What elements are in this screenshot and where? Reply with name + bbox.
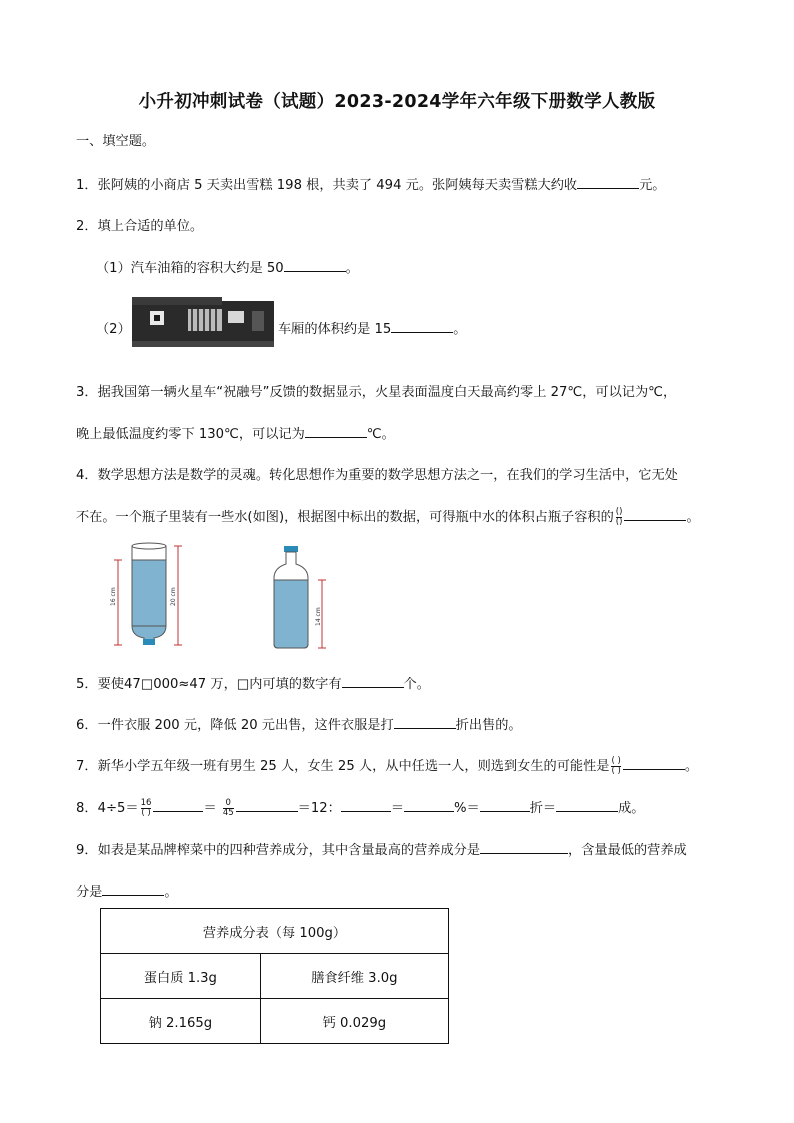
question-text: 9．如表是某品牌榨菜中的四种营养成分，其中含量最高的营养成分是: [76, 843, 481, 858]
answer-blank[interactable]: [236, 797, 298, 812]
answer-blank[interactable]: [623, 755, 685, 770]
fraction-numerator: (): [615, 506, 623, 517]
question-text: 7．新华小学五年级一班有男生 25 人，女生 25 人，从中任选一人，则选到女生的可能性是: [76, 759, 610, 774]
question-tail: 。: [684, 759, 698, 774]
question-2-2: [278, 318, 466, 337]
bottle2-label-14cm: 14 cm: [315, 607, 322, 626]
question-tail: 。: [686, 510, 700, 525]
fraction: [611, 757, 620, 776]
carriage-door: [252, 311, 264, 331]
table-cell: 钙 0.029g: [260, 999, 448, 1044]
discount-text: 折＝: [529, 801, 557, 816]
section-heading: 一、填空题。: [76, 134, 156, 149]
question-4-line-1: 4．数学思想方法是数学的灵魂。转化思想作为重要的数学思想方法之一，在我们的学习生活中，它无处: [76, 468, 678, 483]
carriage-roof: [132, 297, 222, 305]
carriage-window-2: [228, 311, 244, 323]
table-header: 营养成分表（每 100g）: [101, 909, 449, 954]
table-cell: 膳食纤维 3.0g: [260, 954, 448, 999]
nutrition-table: [100, 908, 449, 1044]
question-9-line-2: [76, 881, 178, 900]
question-tail: 。: [453, 322, 467, 337]
question-1: [76, 174, 665, 193]
answer-blank[interactable]: [341, 797, 391, 812]
question-text: 不在。一个瓶子里装有一些水(如图)，根据图中标出的数据，可得瓶中水的体积占瓶子容积的: [76, 510, 614, 525]
bottle1-label-20cm: 20 cm: [170, 587, 177, 606]
fraction: [223, 799, 234, 818]
question-tail: 个。: [403, 677, 430, 692]
question-3-line-2: [76, 423, 395, 442]
question-text: 5．要使47□000≈47 万，□内可填的数字有: [76, 677, 342, 692]
question-tail: 。: [164, 885, 178, 900]
fraction-numerator: 16: [140, 797, 152, 808]
bottle1-label-16cm: 16 cm: [110, 587, 117, 606]
answer-blank[interactable]: [305, 423, 367, 438]
fraction-denominator: 45: [222, 807, 234, 818]
fraction-denominator: ( ): [141, 807, 151, 818]
question-tail: 成。: [618, 801, 645, 816]
equals-sign: ＝: [203, 801, 217, 816]
page-title: 小升初冲刺试卷（试题）2023-2024学年六年级下册数学人教版: [138, 92, 656, 112]
fraction-numerator: 0: [225, 797, 231, 808]
question-text: （1）汽车油箱的容积大约是 50: [96, 261, 284, 276]
question-8: [76, 797, 644, 818]
answer-blank[interactable]: [394, 714, 456, 729]
fraction-numerator: ( ): [611, 755, 621, 766]
carriage-window-inner: [154, 315, 160, 321]
question-9-line-1: [76, 839, 687, 858]
equals-sign: ＝: [390, 801, 404, 816]
question-text: 分是: [76, 885, 103, 900]
question-tail: ，含量最低的营养成: [568, 843, 687, 858]
ratio-text: ＝12：: [297, 801, 341, 816]
train-carriage-image: [132, 297, 274, 349]
question-7: [76, 755, 698, 776]
question-6: [76, 714, 522, 733]
answer-blank[interactable]: [404, 797, 454, 812]
question-2: 2．填上合适的单位。: [76, 219, 204, 234]
upright-bottle-figure: [262, 540, 342, 652]
question-text: 晚上最低温度约零下 130℃，可以记为: [76, 427, 305, 442]
table-row: [101, 999, 449, 1044]
answer-blank[interactable]: [480, 839, 568, 854]
fraction-denominator: ( ): [611, 765, 621, 776]
table-header-row: [101, 909, 449, 954]
question-text: 6．一件衣服 200 元，降低 20 元出售，这件衣服是打: [76, 718, 394, 733]
question-3-line-1: 3．据我国第一辆火星车“祝融号”反馈的数据显示，火星表面温度白天最高约零上 27℃，可以记为℃，: [76, 385, 677, 400]
percent-text: %＝: [454, 801, 480, 816]
question-tail: 。: [345, 261, 359, 276]
question-text: 车厢的体积约是 15: [278, 322, 392, 337]
bottle-cap: [284, 546, 298, 552]
question-tail: 折出售的。: [455, 718, 522, 733]
question-text: 1．张阿姨的小商店 5 天卖出雪糕 198 根，共卖了 494 元。张阿姨每天卖雪糕大约收: [76, 178, 578, 193]
question-2-2-prefix: （2）: [96, 322, 131, 337]
inverted-bottle-figure: [100, 540, 190, 652]
question-5: [76, 673, 430, 692]
table-row: [101, 954, 449, 999]
answer-blank[interactable]: [480, 797, 530, 812]
answer-blank[interactable]: [284, 257, 346, 272]
answer-blank[interactable]: [556, 797, 618, 812]
answer-blank[interactable]: [391, 318, 453, 333]
question-tail: ℃。: [366, 427, 395, 442]
question-4-line-2: [76, 506, 700, 527]
question-text: 8．4÷5＝: [76, 801, 139, 816]
answer-blank[interactable]: [624, 506, 686, 521]
table-cell: 蛋白质 1.3g: [101, 954, 261, 999]
table-cell: 钠 2.165g: [101, 999, 261, 1044]
answer-blank[interactable]: [102, 881, 164, 896]
fraction-denominator: (): [615, 516, 623, 527]
answer-blank[interactable]: [153, 797, 203, 812]
answer-blank[interactable]: [577, 174, 639, 189]
question-2-1: [96, 257, 359, 276]
fraction: [616, 508, 623, 527]
bottle-water: [132, 560, 166, 626]
question-tail: 元。: [639, 178, 666, 193]
answer-blank[interactable]: [342, 673, 404, 688]
bottle-water: [274, 580, 308, 648]
fraction: [141, 799, 152, 818]
bottle-cap: [143, 639, 155, 645]
